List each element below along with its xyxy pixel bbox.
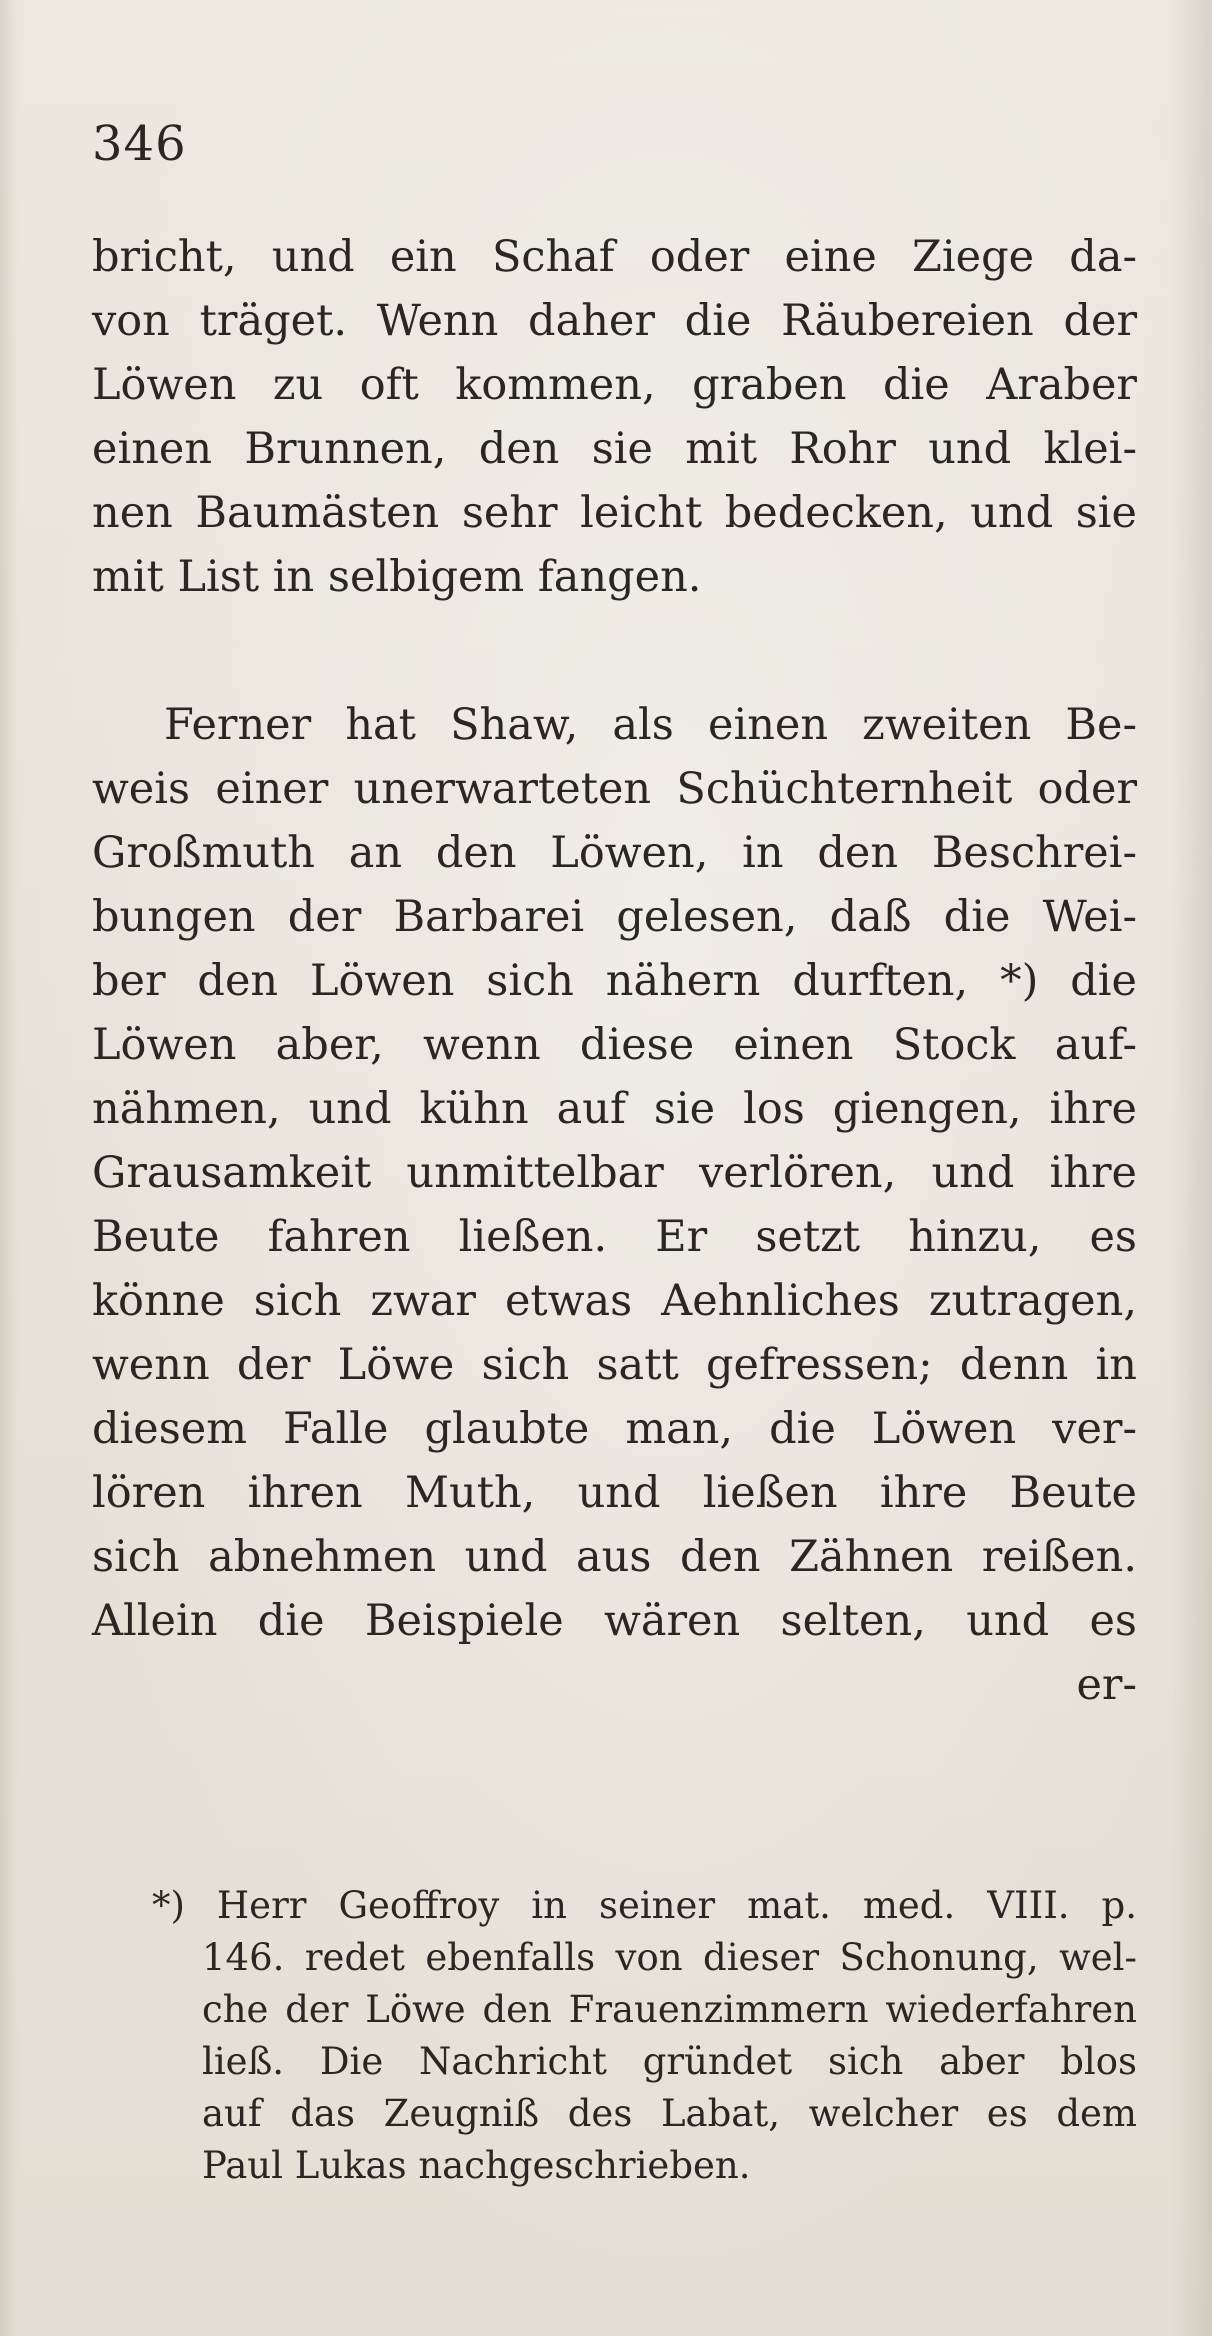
text-line: Löwen zu oft kommen, graben die Araber — [92, 360, 1137, 410]
text-line: bricht, und ein Schaf oder eine Ziege da- — [92, 232, 1137, 282]
paragraph-1 — [92, 225, 1137, 609]
footnote-line: *) Herr Geoffroy in seiner mat. med. VIII. p. — [152, 1884, 1137, 1927]
text-line: ber den Löwen sich nähern durften, *) die — [92, 956, 1137, 1006]
footnote — [92, 1880, 1137, 2192]
page-left-edge — [0, 0, 18, 2336]
footnote-line: 146. redet ebenfalls von dieser Schonung, wel- — [202, 1936, 1137, 1979]
text-line: wenn der Löwe sich satt gefressen; denn in — [92, 1340, 1137, 1390]
main-text — [92, 225, 1137, 1717]
paragraph-2 — [92, 693, 1137, 1653]
text-line: bungen der Barbarei gelesen, daß die Wei- — [92, 892, 1137, 942]
text-line: nen Baumästen sehr leicht bedecken, und sie — [92, 488, 1137, 538]
text-line: sich abnehmen und aus den Zähnen reißen. — [92, 1532, 1137, 1582]
page-number: 346 — [92, 116, 187, 172]
footnote-line: ließ. Die Nachricht gründet sich aber blos — [202, 2040, 1137, 2083]
text-line: lören ihren Muth, und ließen ihre Beute — [92, 1468, 1137, 1518]
text-line: könne sich zwar etwas Aehnliches zutragen, — [92, 1276, 1137, 1326]
footnote-line: Paul Lukas nachgeschrieben. — [202, 2144, 751, 2187]
text-line: einen Brunnen, den sie mit Rohr und klei- — [92, 424, 1137, 474]
text-line: nähmen, und kühn auf sie los giengen, ihre — [92, 1084, 1137, 1134]
text-line: Großmuth an den Löwen, in den Beschrei- — [92, 828, 1137, 878]
footnote-line: che der Löwe den Frauenzimmern wiederfahren — [202, 1988, 1137, 2031]
paragraph-gap — [92, 609, 1137, 693]
footnote-line: auf das Zeugniß des Labat, welcher es dem — [202, 2092, 1137, 2135]
text-line: diesem Falle glaubte man, die Löwen ver- — [92, 1404, 1137, 1454]
text-line: Allein die Beispiele wären selten, und es — [92, 1596, 1137, 1646]
catchword: er- — [1076, 1660, 1137, 1710]
text-line: Löwen aber, wenn diese einen Stock auf- — [92, 1020, 1137, 1070]
text-line: von träget. Wenn daher die Räubereien der — [92, 296, 1137, 346]
text-line: Ferner hat Shaw, als einen zweiten Be- — [164, 700, 1137, 750]
text-line: Grausamkeit unmittelbar verlören, und ihre — [92, 1148, 1137, 1198]
text-line: Beute fahren ließen. Er setzt hinzu, es — [92, 1212, 1137, 1262]
text-line: mit List in selbigem fangen. — [92, 552, 702, 602]
page-spine-shadow — [1172, 0, 1212, 2336]
text-line: weis einer unerwarteten Schüchternheit oder — [92, 764, 1137, 814]
